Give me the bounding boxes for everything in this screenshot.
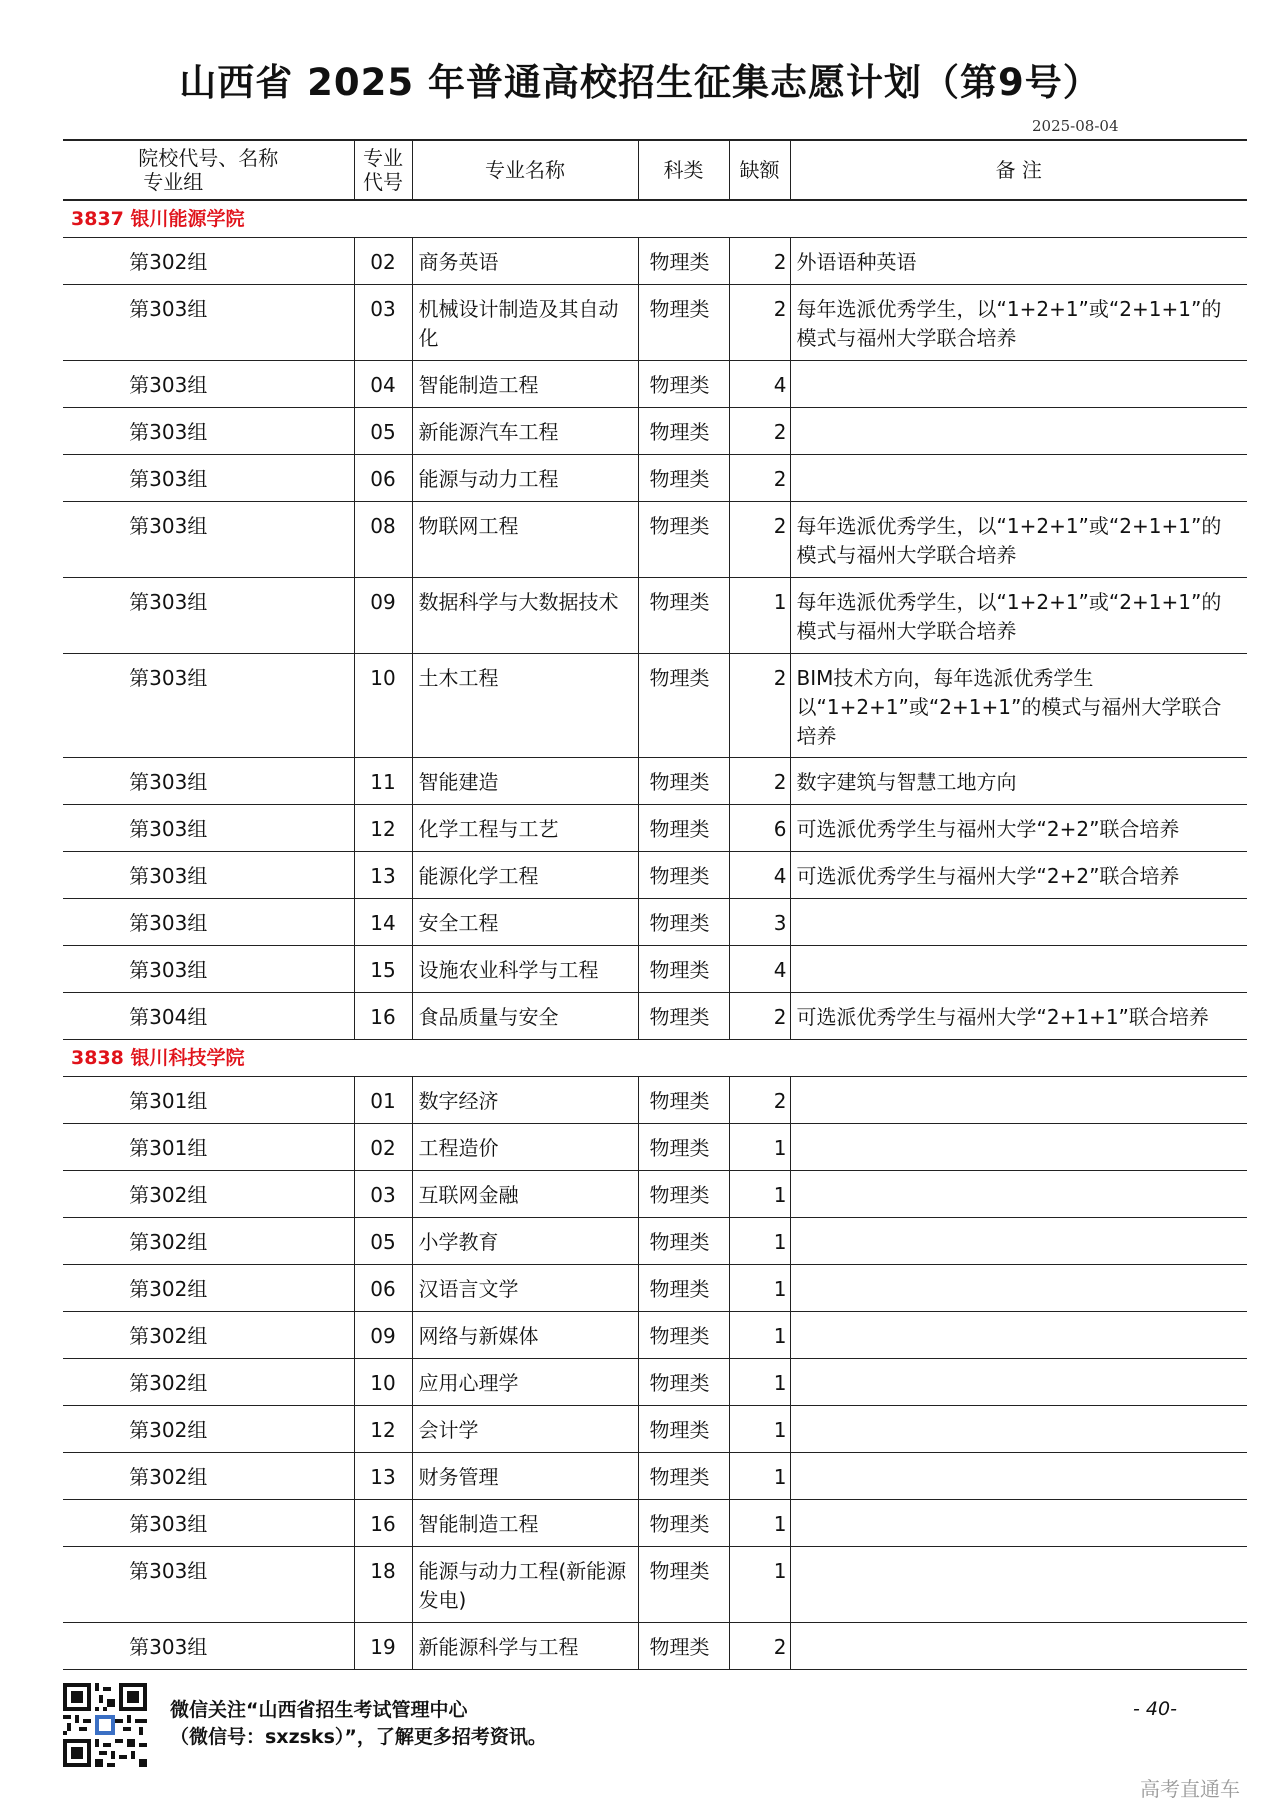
major-name-cell: 土木工程 — [412, 654, 638, 758]
table-row — [63, 408, 1247, 455]
group-cell: 第302组 — [63, 1265, 354, 1312]
table-row — [63, 1547, 1247, 1623]
table-row — [63, 899, 1247, 946]
major-name-cell: 智能建造 — [412, 758, 638, 805]
major-name-cell: 设施农业科学与工程 — [412, 946, 638, 993]
table-row — [63, 1359, 1247, 1406]
subject-cell: 物理类 — [638, 1124, 729, 1171]
quota-cell: 4 — [729, 946, 790, 993]
table-row — [63, 455, 1247, 502]
major-name-cell: 物联网工程 — [412, 502, 638, 578]
header-school-line2: 专业组 — [143, 170, 204, 194]
major-code-cell: 09 — [354, 1312, 412, 1359]
major-name-cell: 数据科学与大数据技术 — [412, 578, 638, 654]
major-code-cell: 11 — [354, 758, 412, 805]
subject-cell: 物理类 — [638, 1453, 729, 1500]
major-code-cell: 12 — [354, 1406, 412, 1453]
watermark: 高考直通车 — [1140, 1777, 1240, 1801]
major-code-cell: 16 — [354, 1500, 412, 1547]
note-cell: 外语语种英语 — [790, 238, 1247, 285]
table-row — [63, 1265, 1247, 1312]
note-cell — [790, 899, 1247, 946]
subject-cell: 物理类 — [638, 1077, 729, 1124]
major-name-cell: 工程造价 — [412, 1124, 638, 1171]
major-code-cell: 09 — [354, 578, 412, 654]
group-cell: 第303组 — [63, 408, 354, 455]
note-cell — [790, 1547, 1247, 1623]
major-name-cell: 小学教育 — [412, 1218, 638, 1265]
subject-cell: 物理类 — [638, 1312, 729, 1359]
major-code-cell: 02 — [354, 1124, 412, 1171]
note-cell — [790, 1406, 1247, 1453]
header-note: 备 注 — [790, 140, 1247, 200]
quota-cell: 2 — [729, 1623, 790, 1670]
major-code-cell: 18 — [354, 1547, 412, 1623]
header-code-line1: 专业 — [363, 146, 403, 170]
major-code-cell: 14 — [354, 899, 412, 946]
subject-cell: 物理类 — [638, 1406, 729, 1453]
major-name-cell: 能源与动力工程(新能源发电) — [412, 1547, 638, 1623]
subject-cell: 物理类 — [638, 238, 729, 285]
note-cell: 数字建筑与智慧工地方向 — [790, 758, 1247, 805]
footer-line1: 微信关注“山西省招生考试管理中心 — [170, 1699, 468, 1721]
table-row — [63, 1171, 1247, 1218]
table-row — [63, 654, 1247, 758]
major-code-cell: 04 — [354, 361, 412, 408]
group-cell: 第303组 — [63, 946, 354, 993]
note-cell — [790, 1500, 1247, 1547]
major-name-cell: 互联网金融 — [412, 1171, 638, 1218]
quota-cell: 1 — [729, 1547, 790, 1623]
note-cell: 可选派优秀学生与福州大学“2+2”联合培养 — [790, 805, 1247, 852]
quota-cell: 4 — [729, 852, 790, 899]
major-code-cell: 10 — [354, 654, 412, 758]
quota-cell: 1 — [729, 1265, 790, 1312]
major-code-cell: 06 — [354, 1265, 412, 1312]
table-row — [63, 578, 1247, 654]
publish-date: 2025-08-04 — [1032, 117, 1119, 135]
school-name: 3837 银川能源学院 — [63, 200, 1247, 238]
quota-cell: 2 — [729, 502, 790, 578]
group-cell: 第303组 — [63, 654, 354, 758]
table-row — [63, 238, 1247, 285]
page-title: 山西省 2025 年普通高校招生征集志愿计划（第9号） — [179, 61, 1101, 104]
subject-cell: 物理类 — [638, 946, 729, 993]
group-cell: 第303组 — [63, 758, 354, 805]
major-code-cell: 13 — [354, 852, 412, 899]
group-cell: 第303组 — [63, 502, 354, 578]
quota-cell: 1 — [729, 578, 790, 654]
header-school-line1: 院校代号、名称 — [138, 146, 279, 170]
table-row — [63, 1124, 1247, 1171]
group-cell: 第303组 — [63, 852, 354, 899]
group-cell: 第302组 — [63, 238, 354, 285]
subject-cell: 物理类 — [638, 578, 729, 654]
major-code-cell: 16 — [354, 993, 412, 1040]
group-cell: 第303组 — [63, 1547, 354, 1623]
note-cell — [790, 1312, 1247, 1359]
note-cell: 每年选派优秀学生，以“1+2+1”或“2+1+1”的模式与福州大学联合培养 — [790, 502, 1247, 578]
note-cell — [790, 455, 1247, 502]
group-cell: 第303组 — [63, 1623, 354, 1670]
subject-cell: 物理类 — [638, 1265, 729, 1312]
subject-cell: 物理类 — [638, 1359, 729, 1406]
table-row — [63, 1406, 1247, 1453]
major-name-cell: 能源化学工程 — [412, 852, 638, 899]
school-header-row — [63, 200, 1247, 238]
group-cell: 第303组 — [63, 899, 354, 946]
school-name: 3838 银川科技学院 — [63, 1040, 1247, 1077]
group-cell: 第302组 — [63, 1406, 354, 1453]
group-cell: 第302组 — [63, 1359, 354, 1406]
quota-cell: 2 — [729, 654, 790, 758]
header-school-group — [63, 140, 354, 200]
header-quota: 缺额 — [729, 140, 790, 200]
table-row — [63, 852, 1247, 899]
major-code-cell: 10 — [354, 1359, 412, 1406]
header-code-line2: 代号 — [363, 170, 403, 194]
quota-cell: 1 — [729, 1406, 790, 1453]
major-name-cell: 汉语言文学 — [412, 1265, 638, 1312]
major-name-cell: 安全工程 — [412, 899, 638, 946]
note-cell — [790, 1453, 1247, 1500]
quota-cell: 2 — [729, 455, 790, 502]
major-name-cell: 网络与新媒体 — [412, 1312, 638, 1359]
quota-cell: 6 — [729, 805, 790, 852]
quota-cell: 1 — [729, 1453, 790, 1500]
group-cell: 第302组 — [63, 1171, 354, 1218]
header-major-name: 专业名称 — [412, 140, 638, 200]
major-name-cell: 数字经济 — [412, 1077, 638, 1124]
subject-cell: 物理类 — [638, 502, 729, 578]
major-code-cell: 13 — [354, 1453, 412, 1500]
quota-cell: 2 — [729, 758, 790, 805]
subject-cell: 物理类 — [638, 285, 729, 361]
major-code-cell: 19 — [354, 1623, 412, 1670]
group-cell: 第302组 — [63, 1312, 354, 1359]
quota-cell: 2 — [729, 285, 790, 361]
group-cell: 第303组 — [63, 578, 354, 654]
note-cell — [790, 1171, 1247, 1218]
subject-cell: 物理类 — [638, 805, 729, 852]
subject-cell: 物理类 — [638, 1500, 729, 1547]
note-cell — [790, 1265, 1247, 1312]
quota-cell: 1 — [729, 1500, 790, 1547]
note-cell — [790, 946, 1247, 993]
quota-cell: 1 — [729, 1124, 790, 1171]
page-number: - 40- — [1133, 1698, 1177, 1720]
subject-cell: 物理类 — [638, 993, 729, 1040]
note-cell — [790, 1077, 1247, 1124]
major-name-cell: 智能制造工程 — [412, 361, 638, 408]
major-name-cell: 财务管理 — [412, 1453, 638, 1500]
table-row — [63, 1500, 1247, 1547]
note-cell — [790, 1124, 1247, 1171]
note-cell: 可选派优秀学生与福州大学“2+2”联合培养 — [790, 852, 1247, 899]
major-name-cell: 智能制造工程 — [412, 1500, 638, 1547]
major-name-cell: 新能源科学与工程 — [412, 1623, 638, 1670]
major-code-cell: 06 — [354, 455, 412, 502]
major-name-cell: 化学工程与工艺 — [412, 805, 638, 852]
group-cell: 第301组 — [63, 1077, 354, 1124]
major-code-cell: 02 — [354, 238, 412, 285]
table-row — [63, 1218, 1247, 1265]
quota-cell: 1 — [729, 1171, 790, 1218]
major-code-cell: 05 — [354, 1218, 412, 1265]
note-cell: BIM技术方向，每年选派优秀学生以“1+2+1”或“2+1+1”的模式与福州大学联合培养 — [790, 654, 1247, 758]
table-row — [63, 805, 1247, 852]
quota-cell: 1 — [729, 1218, 790, 1265]
note-cell: 每年选派优秀学生，以“1+2+1”或“2+1+1”的模式与福州大学联合培养 — [790, 578, 1247, 654]
table-row — [63, 361, 1247, 408]
group-cell: 第303组 — [63, 285, 354, 361]
school-header-row — [63, 1040, 1247, 1077]
subject-cell: 物理类 — [638, 1547, 729, 1623]
note-cell — [790, 1359, 1247, 1406]
table-row — [63, 946, 1247, 993]
qr-code-icon — [63, 1683, 147, 1767]
footer-notice — [170, 1697, 547, 1751]
subject-cell: 物理类 — [638, 1623, 729, 1670]
major-code-cell: 15 — [354, 946, 412, 993]
note-cell — [790, 361, 1247, 408]
major-name-cell: 食品质量与安全 — [412, 993, 638, 1040]
quota-cell: 2 — [729, 993, 790, 1040]
table-row — [63, 1453, 1247, 1500]
subject-cell: 物理类 — [638, 654, 729, 758]
header-major-code — [354, 140, 412, 200]
major-name-cell: 应用心理学 — [412, 1359, 638, 1406]
group-cell: 第303组 — [63, 805, 354, 852]
note-cell — [790, 1218, 1247, 1265]
group-cell: 第304组 — [63, 993, 354, 1040]
subject-cell: 物理类 — [638, 1218, 729, 1265]
note-cell: 每年选派优秀学生，以“1+2+1”或“2+1+1”的模式与福州大学联合培养 — [790, 285, 1247, 361]
quota-cell: 2 — [729, 1077, 790, 1124]
note-cell — [790, 1623, 1247, 1670]
subject-cell: 物理类 — [638, 408, 729, 455]
major-code-cell: 05 — [354, 408, 412, 455]
table-row — [63, 1077, 1247, 1124]
quota-cell: 2 — [729, 238, 790, 285]
subject-cell: 物理类 — [638, 361, 729, 408]
table-body — [63, 200, 1247, 1670]
major-code-cell: 08 — [354, 502, 412, 578]
group-cell: 第302组 — [63, 1218, 354, 1265]
major-code-cell: 03 — [354, 285, 412, 361]
enrollment-plan-table — [63, 139, 1247, 1670]
major-name-cell: 新能源汽车工程 — [412, 408, 638, 455]
table-row — [63, 502, 1247, 578]
table-row — [63, 993, 1247, 1040]
table-row — [63, 758, 1247, 805]
major-code-cell: 12 — [354, 805, 412, 852]
quota-cell: 1 — [729, 1359, 790, 1406]
header-subject: 科类 — [638, 140, 729, 200]
major-name-cell: 能源与动力工程 — [412, 455, 638, 502]
major-name-cell: 商务英语 — [412, 238, 638, 285]
major-name-cell: 机械设计制造及其自动化 — [412, 285, 638, 361]
note-cell — [790, 408, 1247, 455]
group-cell: 第303组 — [63, 361, 354, 408]
table-row — [63, 1312, 1247, 1359]
subject-cell: 物理类 — [638, 899, 729, 946]
footer-line2: （微信号：sxzsks）”，了解更多招考资讯。 — [170, 1726, 547, 1748]
group-cell: 第303组 — [63, 455, 354, 502]
major-code-cell: 03 — [354, 1171, 412, 1218]
quota-cell: 1 — [729, 1312, 790, 1359]
note-cell: 可选派优秀学生与福州大学“2+1+1”联合培养 — [790, 993, 1247, 1040]
quota-cell: 2 — [729, 408, 790, 455]
table-header-row — [63, 140, 1247, 200]
subject-cell: 物理类 — [638, 758, 729, 805]
subject-cell: 物理类 — [638, 1171, 729, 1218]
quota-cell: 3 — [729, 899, 790, 946]
group-cell: 第302组 — [63, 1453, 354, 1500]
table-row — [63, 1623, 1247, 1670]
major-name-cell: 会计学 — [412, 1406, 638, 1453]
group-cell: 第303组 — [63, 1500, 354, 1547]
subject-cell: 物理类 — [638, 852, 729, 899]
group-cell: 第301组 — [63, 1124, 354, 1171]
subject-cell: 物理类 — [638, 455, 729, 502]
major-code-cell: 01 — [354, 1077, 412, 1124]
quota-cell: 4 — [729, 361, 790, 408]
table-row — [63, 285, 1247, 361]
